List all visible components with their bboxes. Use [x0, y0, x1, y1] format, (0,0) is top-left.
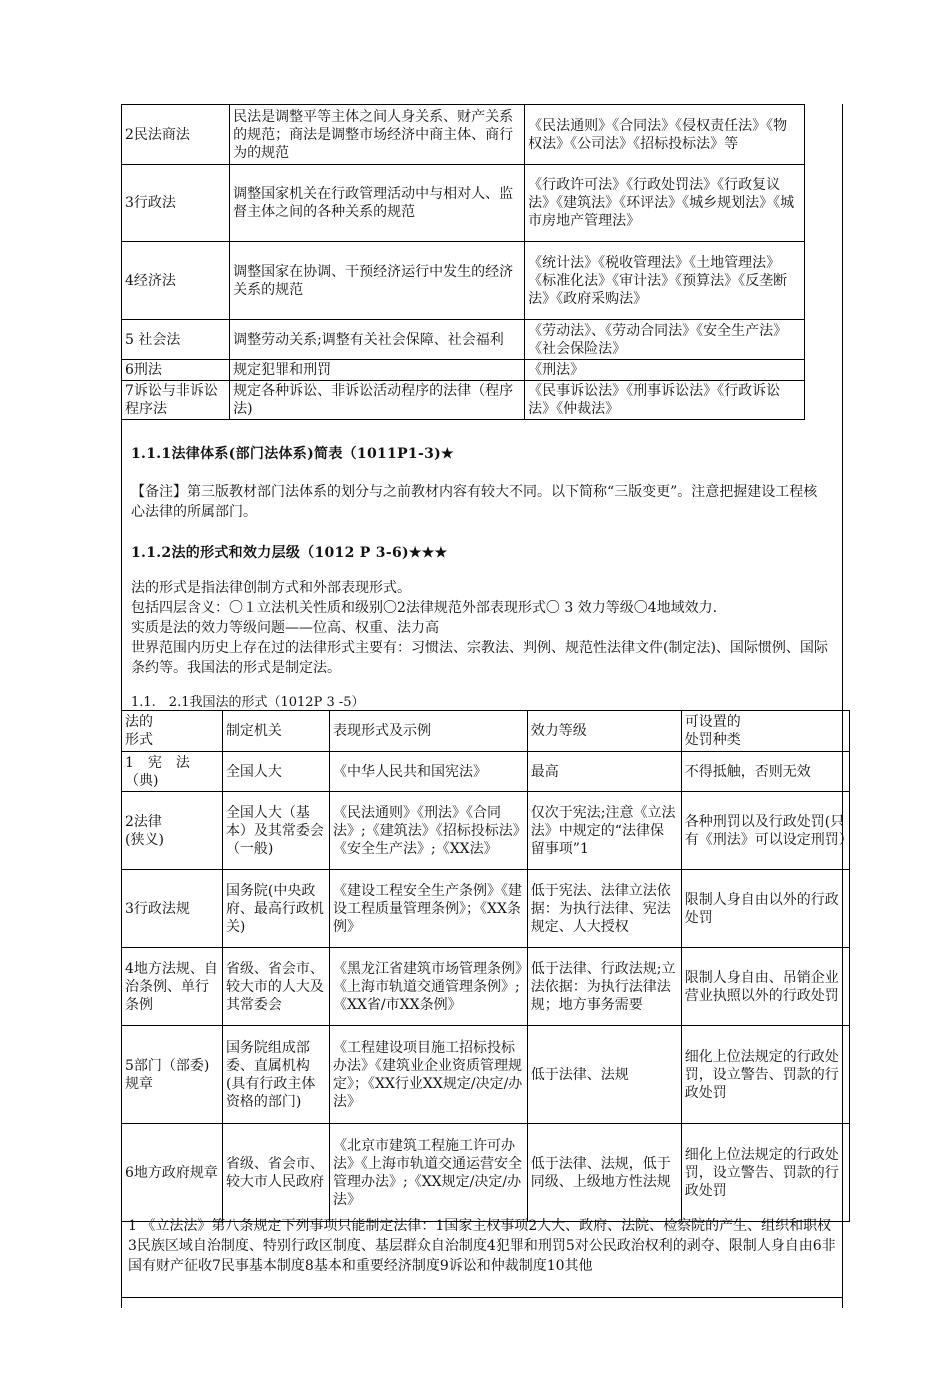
department-laws: 《民事诉讼法》《刑事诉讼法》《行政诉讼法》《仲裁法》: [525, 381, 805, 420]
table-cell: 4地方法规、自治条例、单行条例: [122, 948, 223, 1026]
department-desc: 调整劳动关系;调整有关社会保障、社会福利: [230, 320, 525, 360]
table-row: [122, 320, 805, 360]
column-header: 法的 形式: [122, 711, 223, 752]
section-heading-1-1-2: 1.1.2法的形式和效力层级（1012 P 3-6)★★★: [131, 545, 448, 561]
law-departments-table: [121, 104, 805, 420]
table-row: [122, 948, 850, 1026]
table-cell: 省级、省会市、较大市人民政府: [222, 1124, 329, 1222]
department-laws: 《劳动法》、《劳动合同法》《安全生产法》《社会保险法》: [525, 320, 805, 360]
department-laws: 《统计法》《税收管理法》《土地管理法》《标准化法》《审计法》《预算法》《反垄断法》《政府采购法》: [525, 242, 805, 320]
table-cell: 最高: [527, 752, 681, 792]
department-name: 7诉讼与非诉讼程序法: [122, 381, 230, 420]
department-laws: 《行政许可法》《行政处罚法》《行政复议法》《建筑法》《环评法》《城乡规划法》《城市房地产管理法》: [525, 165, 805, 242]
table-cell: 5部门（部委)规章: [122, 1026, 223, 1124]
table-cell: 1 宪 法（典): [122, 752, 223, 792]
department-name: 5 社会法: [122, 320, 230, 360]
department-laws: 《刑法》: [525, 360, 805, 381]
table-row: [122, 1026, 850, 1124]
body-paragraph: 世界范围内历史上存在过的法律形式主要有：习惯法、宗教法、判例、规范性法律文件(制定法)、国际惯例、国际条约等。我国法的形式是制定法。: [131, 640, 828, 676]
department-name: 2民法商法: [122, 105, 230, 165]
table-row: [122, 360, 805, 381]
remark-paragraph: 【备注】第三版教材部门法体系的划分与之前教材内容有较大不同。以下简称“三版变更”。注意把握建设工程核心法律的所属部门。: [131, 484, 818, 520]
table-row: [122, 105, 805, 165]
column-header: 效力等级: [527, 711, 681, 752]
department-desc: 规定各种诉讼、非诉讼活动程序的法律（程序法): [230, 381, 525, 420]
table-cell: 《建设工程安全生产条例》《建设工程质量管理条例》；《XX条例》: [329, 870, 527, 948]
table-cell: 国务院(中央政府、最高行政机关): [222, 870, 329, 948]
table-cell: 国务院组成部委、直属机构(具有行政主体资格的部门): [222, 1026, 329, 1124]
table-cell: 限制人身自由、吊销企业营业执照以外的行政处罚: [681, 948, 849, 1026]
table-cell: 不得抵触，否则无效: [681, 752, 849, 792]
table-cell: 低于法律、行政法规;立法依据：为执行法律法规；地方事务需要: [527, 948, 681, 1026]
table-cell: 《北京市建筑工程施工许可办法》《上海市轨道交通运营安全管理办法》;《XX规定/决定/办法》: [329, 1124, 527, 1222]
department-desc: 调整国家机关在行政管理活动中与相对人、监督主体之间的各种关系的规范: [230, 165, 525, 242]
body-paragraph: 实质是法的效力等级问题——位高、权重、法力高: [131, 620, 439, 636]
table-cell: 《黑龙江省建筑市场管理条例》《上海市轨道交通管理条例》;《XX省/市XX条例》: [329, 948, 527, 1026]
department-desc: 民法是调整平等主体之间人身关系、财产关系的规范；商法是调整市场经济中商主体、商行为的规范: [230, 105, 525, 165]
table-cell: 低于法律、法规，低于同级、上级地方性法规: [527, 1124, 681, 1222]
table-row: [122, 870, 850, 948]
table-cell: 全国人大（基本）及其常委会（一般): [222, 792, 329, 870]
department-laws: 《民法通则》《合同法》《侵权责任法》《物权法》《公司法》《招标投标法》等: [525, 105, 805, 165]
table-cell: 全国人大: [222, 752, 329, 792]
table-cell: 低于法律、法规: [527, 1026, 681, 1124]
table-cell: 各种刑罚以及行政处罚(只有《刑法》可以设定刑罚）: [681, 792, 849, 870]
body-paragraph: 包括四层含义：〇１立法机关性质和级别〇2法律规范外部表现形式〇 3 效力等级〇4地域效力.: [131, 600, 718, 616]
table-header-row: [122, 711, 850, 752]
department-desc: 规定犯罪和刑罚: [230, 360, 525, 381]
table-cell: 仅次于宪法;注意《立法法》中规定的“法律保留事项”1: [527, 792, 681, 870]
table-cell: 《中华人民共和国宪法》: [329, 752, 527, 792]
table-row: [122, 752, 850, 792]
department-name: 3行政法: [122, 165, 230, 242]
table-cell: 2法律 (狭义): [122, 792, 223, 870]
footnote: 1 《立法法》第八条规定下列事项只能制定法律：1国家主权事项2人大、政府、法院、检察院的产生、组织和职权3民族区域自治制度、特别行政区制度、基层群众自治制度4犯罪和刑罚5对公民政治权利的剥夺、限制人身自由6非国有财产征收7民事基本制度8基本和重要经济制度9诉讼和仲裁制度10其他: [121, 1213, 843, 1298]
column-header: 制定机关: [222, 711, 329, 752]
subheading-2-1: 1.1. 2.1我国法的形式（1012P 3 -5）: [131, 695, 365, 710]
table-cell: 限制人身自由以外的行政处罚: [681, 870, 849, 948]
section-heading-1-1-1: 1.1.1法律体系(部门法体系)简表（1011P1-3)★: [131, 446, 454, 462]
column-header: 表现形式及示例: [329, 711, 527, 752]
table-cell: 低于宪法、法律立法依据：为执行法律、宪法规定、人大授权: [527, 870, 681, 948]
law-forms-table: [121, 710, 853, 1222]
table-cell: 《工程建设项目施工招标投标办法》《建筑业企业资质管理规定》；《XX行业XX规定/决定/办法》: [329, 1026, 527, 1124]
column-header: 可设置的 处罚种类: [681, 711, 849, 752]
department-desc: 调整国家在协调、干预经济运行中发生的经济关系的规范: [230, 242, 525, 320]
table-cell: 6地方政府规章: [122, 1124, 223, 1222]
table-cell: 细化上位法规定的行政处罚，设立警告、罚款的行政处罚: [681, 1026, 849, 1124]
table-row: [122, 1124, 850, 1222]
table-row: [122, 165, 805, 242]
table-cell: 省级、省会市、较大市的人大及其常委会: [222, 948, 329, 1026]
table-row: [122, 792, 850, 870]
body-paragraph: 法的形式是指法律创制方式和外部表现形式。: [131, 580, 411, 596]
department-name: 6刑法: [122, 360, 230, 381]
table-row: [122, 242, 805, 320]
department-name: 4经济法: [122, 242, 230, 320]
table-cell: 3行政法规: [122, 870, 223, 948]
table-cell: 《民法通则》《刑法》《合同法》;《建筑法》《招标投标法》《安全生产法》;《XX法》: [329, 792, 527, 870]
table-row: [122, 381, 805, 420]
table-cell: 细化上位法规定的行政处罚，设立警告、罚款的行政处罚: [681, 1124, 849, 1222]
